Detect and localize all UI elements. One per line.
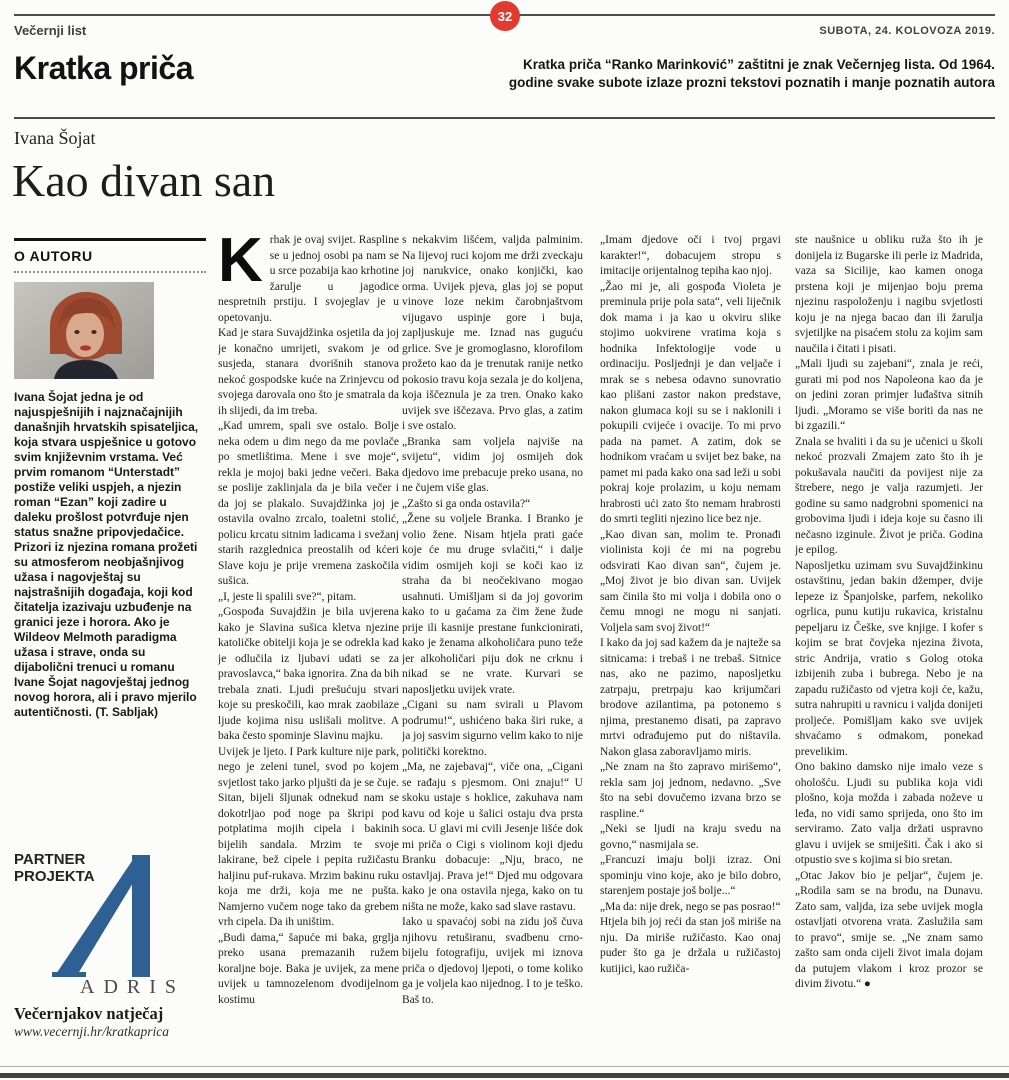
story-paragraph: „Budi dama,“ šapuće mi baka, grglja preko usana premazanih ružem koraljne boje. Baka je uvijek, za mene uvijek u tamnozelenom dvodijelnom kostimu <box>218 931 399 1006</box>
article-author: Ivana Šojat <box>14 128 96 148</box>
adris-logo-icon <box>52 851 172 983</box>
story-paragraph: Naposljetku uzimam svu Suvajdžinkinu ostavštinu, jedan bakin džemper, dvije lepeze iz Španjolske, parfem, nekoliko ogrlica, punu kutiju rukavica, kristalnu pepeljaru iz Češke, sve knjige. I kofer s kojim se brat čovjeka njezina života, stric Andrija, vratio s Golog otoka izbijenih zuba i bubrega. Nebo je na zapadu ružičasto od vjetra koji će, kažu, sutra nahrupiti u ravnicu i valjda donijeti proljeće. Pomišljam kako sve uvijek shvaćamo s odmakom, ponekad prevelikim. <box>795 559 983 758</box>
story-paragraph: Kad je stara Suvajdžinka osjetila da joj je konačno umrijeti, svakom je od susjeda, stanara dvorišnih stanova nekoć gospodske kuće na Zrinjevcu od svojega darovala ono što je smatrala da ih slijedi, da im treba. <box>218 327 399 417</box>
story-paragraph: „Branka sam voljela najviše na svijetu“, vidim joj osmijeh dok djedovo ime prebacuje preko usana, no ne čujem više glas. <box>402 435 583 494</box>
story-paragraph: „Otac Jakov bio je peljar“, čujem je. „Rodila sam se na brodu, na Dunavu. Zato sam, valjda, iza sebe uvijek mogla ostavljati otvorena vrata. Zaslužila sam to pravo“, smije se. „Ne znam samo zašto sam onda cijeli život imala dojam da putujem vlakom i kroz prozor se divim životu.“ ● <box>795 869 983 990</box>
header-rule <box>14 117 995 119</box>
author-photo <box>14 282 154 379</box>
story-paragraph: s nekakvim lišćem, valjda palminim. Na lijevoj ruci kojom me drži zveckaju joj narukvice, onako konjički, kao orma. Uvijek pjeva, glas joj se poput vinove loze nekim čarobnjaštvom vijugavo uspinje gore i buja, zapljuskuje me. Iznad nas guguću grlice. Sve je gromoglasno, klorofilom prožeto kao da je trenutak ranije netko pokosio travu koja sezala je do koljena, koja iščeznula je za tren. Onako kako uvijek sve iščezava. Prvo glas, a zatim i sve ostalo. <box>402 234 583 432</box>
story-paragraph: Ono bakino damsko nije imalo veze s ohološću. Ljudi su publika koja vidi plošno, koja možda i zabada noževe u leđa, no vidi samo sprijeda, ono što im serviramo. Zato valja držati uspravno glavu i uvijek se smiješiti. Čak i ako si otpustio sve s kojima si bio sretan. <box>795 761 983 866</box>
story-paragraph: „Cigani su nam svirali u Plavom podrumu!“, ushićeno baka širi ruke, a ja joj sasvim sigurno velim kako to nije politički korektno. <box>402 699 583 758</box>
story-paragraph: Htjela bih joj reći da stan još miriše na nju. Da miriše ružičasto. Kao onaj puder što ga je držala u ružičastoj kutijici, kao ružiča- <box>600 916 781 975</box>
story-paragraph: „Žao mi je, ali gospođa Violeta je preminula prije pola sata“, veli liječnik dok mama i ja kao u okviru slike stojimo uokvirene vratima koja s hodnika Infektologije vode u ordinaciju. Posljednji je dan veljače i mrak se s nebesa odavno sunovratio kao plišani zastor nakon predstave, nakon glumaca koji su se i naklonili i pokupili cvijeće i ovacije. To mi prvo pada na pamet. A zatim, dok se hodnikom vraćam u svijet bez bake, na pamet mi pada kako ona sad leži u sobi pokraj koje prolazim, u koju nemam hrabrosti ući zato što nemam hrabrosti do smrti tegliti njezino lice bez nje. <box>600 280 781 525</box>
section-title: Kratka priča <box>14 50 193 86</box>
partner-label-line1: PARTNER <box>14 851 86 868</box>
page-number: 32 <box>497 8 513 24</box>
drop-cap: K <box>218 233 263 295</box>
dotted-divider <box>14 271 206 273</box>
story-column-2 <box>402 233 583 1073</box>
section-note-line1: Kratka priča “Ranko Marinković” zaštitni je znak Večernjeg lista. Od 1964. <box>523 57 995 72</box>
story-paragraph: „Kad umrem, spali sve ostalo. Bolje neka odem u dim nego da me povlače po smetlištima. Mene i sve moje“, rekla je mojoj baki jedne večeri. Baka se poslije zaklinjala da je bila večer i da joj se plakalo. Suvajdžinka joj je ostavila ovalno zrcalo, toaletni stolić, policu krcatu sitnim ladicama i svežanj starih razglednica preostalih od kćeri Slave koju je prije vremena zaskočila sušica. <box>218 420 399 587</box>
about-heading: O AUTORU <box>14 248 93 264</box>
footer-thin-rule <box>0 1066 1009 1067</box>
partner-label-line2: PROJEKTA <box>14 868 95 885</box>
masthead: Večernji list <box>14 23 87 38</box>
story-paragraph: „Mali ljudi su zajebani“, znala je reći, gurati mi pod nos Napoleona kao da je on jedini zoran primjer luđaštva sitnih ljudi. „Moramo se više boriti da nas ne bi zgazili.“ <box>795 358 983 432</box>
story-paragraph: „I, jeste li spalili sve?“, pitam. <box>218 590 357 603</box>
issue-date: SUBOTA, 24. KOLOVOZA 2019. <box>819 25 995 37</box>
footer-thick-rule <box>0 1073 1009 1078</box>
story-paragraph: ste naušnice u obliku ruža što ih je donijela iz Bugarske ili perle iz Madrida, vaza sa Sicilije, kao kamen onoga prstena koji je mijenjao boju prema njezinu raspoloženju i nagibu svjetlosti koju je na njega bacao dan ili žarulja svjetiljke na pisaćem stolu za kojim sam naučila i čitati i pisati. <box>795 234 983 355</box>
about-author-box <box>14 238 206 720</box>
story-paragraph: Uvijek je ljeto. I Park kulture nije park, nego je zeleni tunel, svod po kojem svjetlost tako jarko pljušti da je se čuje. Sitan, bijeli šljunak odnekud nam se dokotrljao pod noge pa škripi pod potplatima mojih cipela i bakinih bijelih sandala. Mrzim te svoje lakirane, bež cipele i pepita ružičastu haljinu puf-rukava. Mrzim bakinu ruku koja me drži, koja me ne pušta. Namjerno vučem noge tako da grebem vrh cipela. Da ih uništim. <box>218 745 399 928</box>
story-paragraph: „Francuzi imaju bolji izraz. Oni spominju vino koje, ako je bilo dobro, starenjem postaje još bolje...“ <box>600 854 781 897</box>
section-note <box>509 56 995 92</box>
story-paragraph: „Neki se ljudi na kraju svedu na govno,“ nasmijala se. <box>600 823 781 851</box>
contest-url: www.vecernji.hr/kratkaprica <box>14 1024 169 1039</box>
sidebar-top-rule <box>14 238 206 241</box>
author-bio: Ivana Šojat jedna je od najuspješnijih i najznačajnijih današnjih hrvatskih spisateljica, koja stvara uspješnice u gotovo svim književnim vrstama. Već prvim romanom “Unterstadt” postiže veliki uspjeh, a njezin roman “Ezan” koji zadire u daleku prošlost potvrđuje njen status snažne pripovjedačice. Prizori iz njezina romana prožeti su atmosferom neobjašnjivog užasa i nagovještaj su najstrašnijih događaja, koji kod čitatelja izazivaju uzbuđenje na granici jeze i horora. Ako je Wildeov Melmoth paradigma užasa i strave, onda su dijabolični trenuci u romanu Ivane Šojat nagovještaj jednog novog horora, ali i pravo mjerilo autentičnosti. (T. Sabljak) <box>14 390 199 719</box>
page-number-badge <box>490 1 520 31</box>
contest-name: Večernjakov natječaj <box>14 1004 164 1023</box>
story-column-1-text <box>218 233 399 1008</box>
story-paragraph: Znala se hvaliti i da su je učenici u školi nekoć prozvali Zmajem zato što ih je pokušavala naučiti da povijest nije za štrebere, nego je valja razumjeti. Jer godine su samo nadgrobni spomenici na grobovima ljudi i ideja koje su časno ili nečasno izginule. Život je priča. Godina je epilog. <box>795 435 983 556</box>
story-paragraph: I kako da joj sad kažem da je najteže sa sitnicama: i trebaš i ne trebaš. Sitnice nas, ako ne pazimo, naposljetku zatrpaju, pretrpaju kao krijumčari brodove azilantima, pa potonemo s njima, prestanemo disati, pa zapravo mrtvi odrađujemo put do ništavila. Nakon glasa zaboravljamo miris. <box>600 637 781 758</box>
section-note-line2: godine svake subote izlaze prozni tekstovi poznatih i manje poznatih autora <box>508 75 995 90</box>
story-paragraph: „Žene su voljele Branka. I Branko je volio žene. Nisam htjela prati gaće koje će mu druge svlačiti,“ i dalje vidim osmijeh koji se koči kao iz straha da bi neočekivano mogao usahnuti. Umišljam si da joj govorim kako to u gaćama za čim žene žude prije ili kasnije prestane funkcionirati, kako je ženama alkoholičara puno teže jer alkoholičari piju dok ne crknu i nikad se ne vrate. Kurvari se naposljetku uvijek vrate. <box>402 513 583 696</box>
story-paragraph: „Kao divan san, molim te. Pronađi violinista koji će mi na pogrebu odsvirati Kao divan san“, čujem je. „Moj život je bio divan san. Uvijek sam činila što mi volja i dobila ono o čemu mnogi ne mogu ni sanjati. Voljela sam svoj život!“ <box>600 528 781 634</box>
story-paragraph: Iako u spavaćoj sobi na zidu još čuva njihovu retuširanu, svadbenu crno-bijelu fotografiju, uvijek mi iznova priča o djedovoj ljepoti, o tome koliko ga je voljela kao nijednog. I to je teško. Baš to. <box>402 916 583 1006</box>
story-paragraph: „Gospođa Suvajdžin je bila uvjerena kako je Slavina sušica kletva njezine katoličke obitelji koja je se odrekla kad je odlučila iz ljubavi udati se za pravoslavca,“ baka ignorira. Zna da bih trebala znati. Ljudi prešućuju stvari koje su preskočili, kao mrak zaobilaze ljude kojima nisu uslišali molitve. A baka često spominje Slavinu majku. <box>218 606 399 742</box>
story-column-3 <box>600 233 781 1073</box>
story-paragraph: „Ne znam na što zapravo mirišemo“, rekla sam joj jednom, nedavno. „Sve što na sebi dovučemo izvana brzo se raspline.“ <box>600 761 781 820</box>
story-paragraph: „Ma, ne zajebavaj“, viče ona, „Cigani se rađaju s pjesmom. Oni znaju!“ U skoku ustaje s hoklice, zakuhava nam kavu od koje u šalici ostaju dva prsta soca. U glavi mi cvili Jesenje lišće dok mi priča o Cigi s violinom koji djedu Branku dobacuje: „Nju, braco, ne ostavljaj. Prava je!“ Djed mu odgovara kako je ona ostavila njega, kako on tu ništa ne može, kako sad slave rastavu. <box>402 761 583 913</box>
story-paragraph: „Ma da: nije drek, nego se pas posrao!“ <box>600 900 781 913</box>
adris-logo-text: ADRIS <box>80 976 186 998</box>
story-paragraph: rhak je ovaj svijet. Raspline se u jednoj osobi pa nam se u srce pozabija kao krhotine žarulje u jagodice nespretnih prstiju. I svojeglav je u opetovanju. <box>218 234 399 324</box>
article-title: Kao divan san <box>12 155 276 206</box>
story-paragraph: „Imam djedove oči i tvoj prgavi karakter!“, dobacujem stropu s imitacije orijentalnog tepiha kao njoj. <box>600 234 781 277</box>
story-column-1 <box>218 233 399 1073</box>
story-paragraph: „Zašto si ga onda ostavila?“ <box>402 497 531 510</box>
partner-block <box>14 851 224 1061</box>
story-column-4 <box>795 233 983 1073</box>
